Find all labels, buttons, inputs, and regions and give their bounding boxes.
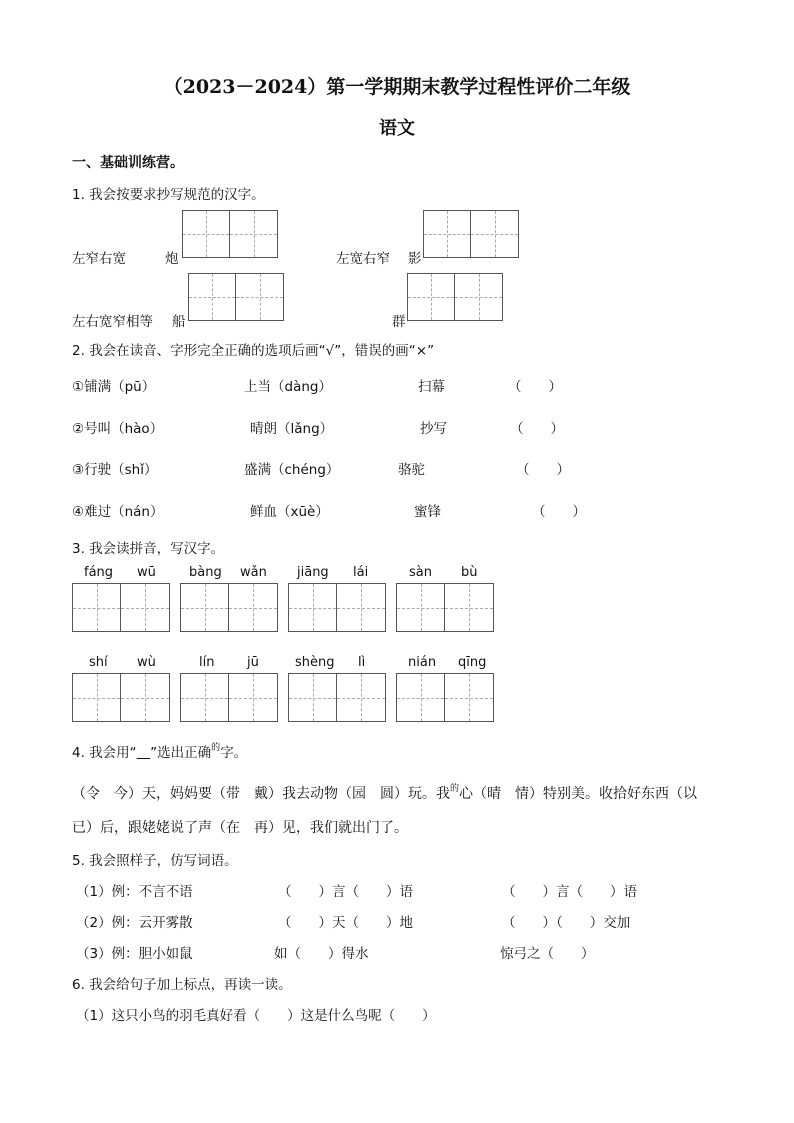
q1-rule-2: 左宽右窄 xyxy=(336,251,390,267)
pinyin: lín xyxy=(199,655,215,670)
writing-cell[interactable] xyxy=(288,583,337,632)
pinyin: wū xyxy=(137,565,156,580)
pinyin: fáng xyxy=(84,565,114,580)
q4-prompt-c: 字。 xyxy=(220,745,248,761)
q1-prompt: 1. 我会按要求抄写规范的汉字。 xyxy=(72,187,265,203)
q1-rule-3: 左右宽窄相等 xyxy=(72,314,153,330)
q1-char-1: 炮 xyxy=(165,251,179,267)
q4-prompt-b: ”选出正确 xyxy=(150,745,212,761)
q2-prompt: 2. 我会在读音、字形完全正确的选项后画“√”，错误的画“×” xyxy=(72,343,435,359)
q5-row2-mid[interactable]: （ ）天（ ）地 xyxy=(278,915,413,931)
writing-cell[interactable] xyxy=(72,583,121,632)
q2-row2-a: ②号叫（hào） xyxy=(72,421,164,437)
pinyin: nián xyxy=(408,655,437,670)
q3-grid[interactable] xyxy=(396,583,494,632)
pinyin: shí xyxy=(89,655,108,670)
subject-title: 语文 xyxy=(379,118,415,139)
q2-row1-blank[interactable]: （ ） xyxy=(508,379,562,395)
section-heading: 一、基础训练营。 xyxy=(72,155,184,171)
q2-row1-a: ①铺满（pū） xyxy=(72,379,156,395)
writing-cell[interactable] xyxy=(396,583,445,632)
writing-cell[interactable] xyxy=(180,673,229,722)
writing-cell[interactable] xyxy=(337,673,386,722)
writing-cell[interactable] xyxy=(445,583,494,632)
writing-cell[interactable] xyxy=(445,673,494,722)
q5-row2-right[interactable]: （ ）（ ）交加 xyxy=(502,915,631,931)
writing-cell[interactable] xyxy=(396,673,445,722)
writing-cell[interactable] xyxy=(229,673,278,722)
q1-char-4: 群 xyxy=(392,314,406,330)
q2-row3-a: ③行驶（shǐ） xyxy=(72,462,158,478)
pinyin: wǎn xyxy=(240,565,267,580)
q4-prompt xyxy=(72,741,247,761)
q3-grid[interactable] xyxy=(72,673,170,722)
q3-grid[interactable] xyxy=(288,673,386,722)
q2-row2-c: 抄写 xyxy=(420,421,447,437)
q3-prompt: 3. 我会读拼音，写汉字。 xyxy=(72,541,225,557)
pinyin: jū xyxy=(247,655,259,670)
q4-line1-sup: 的 xyxy=(450,784,460,794)
q4-prompt-a: 4. 我会用“ xyxy=(72,745,137,761)
q2-row1-c: 扫幕 xyxy=(418,379,445,395)
q5-row1-label: （1）例：不言不语 xyxy=(76,884,193,900)
q3-grid[interactable] xyxy=(180,583,278,632)
pinyin: jiāng xyxy=(297,565,329,580)
q4-passage-line2: 已）后，跟姥姥说了声（在 再）见，我们就出门了。 xyxy=(72,820,408,836)
q3-grid[interactable] xyxy=(396,673,494,722)
writing-cell[interactable] xyxy=(288,673,337,722)
q5-row3-right[interactable]: 惊弓之（ ） xyxy=(500,946,595,962)
pinyin: bàng xyxy=(189,565,222,580)
writing-cell[interactable] xyxy=(337,583,386,632)
q4-line1-b: 心（晴 情）特别美。收拾好东西（以 xyxy=(459,786,698,802)
q2-row4-c: 蜜锋 xyxy=(414,504,441,520)
pinyin: sàn xyxy=(409,565,432,580)
q2-row4-a: ④难过（nán） xyxy=(72,504,164,520)
writing-cell[interactable] xyxy=(121,673,170,722)
pinyin: wù xyxy=(137,655,156,670)
q4-prompt-sup: 的 xyxy=(211,743,221,753)
q1-char-3: 船 xyxy=(172,314,186,330)
q6-line1[interactable]: （1）这只小鸟的羽毛真好看（ ）这是什么鸟呢（ ） xyxy=(76,1008,436,1024)
pinyin: qīng xyxy=(458,655,487,670)
writing-cell[interactable] xyxy=(121,583,170,632)
writing-cell[interactable] xyxy=(72,673,121,722)
q2-row2-b: 晴朗（lǎng） xyxy=(250,421,334,437)
writing-cell[interactable] xyxy=(455,273,503,321)
q6-prompt: 6. 我会给句子加上标点，再读一读。 xyxy=(72,977,292,993)
writing-cell[interactable] xyxy=(188,273,236,321)
q2-row4-blank[interactable]: （ ） xyxy=(532,504,586,520)
q3-grid[interactable] xyxy=(288,583,386,632)
q5-row3-label: （3）例：胆小如鼠 xyxy=(76,946,193,962)
q1-grid-3[interactable] xyxy=(188,273,284,321)
q1-rule-1: 左窄右宽 xyxy=(72,251,126,267)
writing-cell[interactable] xyxy=(229,583,278,632)
writing-cell[interactable] xyxy=(230,210,278,258)
q5-row3-mid[interactable]: 如（ ）得水 xyxy=(274,946,369,962)
q2-row1-b: 上当（dàng） xyxy=(244,379,332,395)
writing-cell[interactable] xyxy=(423,210,471,258)
q3-grid[interactable] xyxy=(72,583,170,632)
page-title: （2023－2024）第一学期期末教学过程性评价二年级 xyxy=(163,76,631,98)
writing-cell[interactable] xyxy=(407,273,455,321)
q5-row1-right[interactable]: （ ）言（ ）语 xyxy=(502,884,637,900)
q5-row1-mid[interactable]: （ ）言（ ）语 xyxy=(278,884,413,900)
writing-cell[interactable] xyxy=(182,210,230,258)
q4-line1-a: （令 今）天，妈妈要（带 戴）我去动物（园 圆）玩。我 xyxy=(72,786,450,802)
q3-grid[interactable] xyxy=(180,673,278,722)
q5-row2-label: （2）例：云开雾散 xyxy=(76,915,193,931)
writing-cell[interactable] xyxy=(236,273,284,321)
q1-grid-1[interactable] xyxy=(182,210,278,258)
writing-cell[interactable] xyxy=(471,210,519,258)
pinyin: lì xyxy=(358,655,366,670)
q2-row3-b: 盛满（chéng） xyxy=(244,462,340,478)
q5-prompt: 5. 我会照样子，仿写词语。 xyxy=(72,853,238,869)
q1-char-2: 影 xyxy=(408,251,422,267)
q2-row4-b: 鲜血（xūè） xyxy=(250,504,329,520)
pinyin: lái xyxy=(353,565,369,580)
q1-grid-4[interactable] xyxy=(407,273,503,321)
writing-cell[interactable] xyxy=(180,583,229,632)
q1-grid-2[interactable] xyxy=(423,210,519,258)
pinyin: shèng xyxy=(295,655,335,670)
q4-passage-line1 xyxy=(72,783,697,803)
q2-row2-blank[interactable]: （ ） xyxy=(510,421,564,437)
pinyin: bù xyxy=(461,565,478,580)
q2-row3-blank[interactable]: （ ） xyxy=(516,462,570,478)
q2-row3-c: 骆驼 xyxy=(398,462,425,478)
q4-prompt-underline xyxy=(137,745,151,761)
